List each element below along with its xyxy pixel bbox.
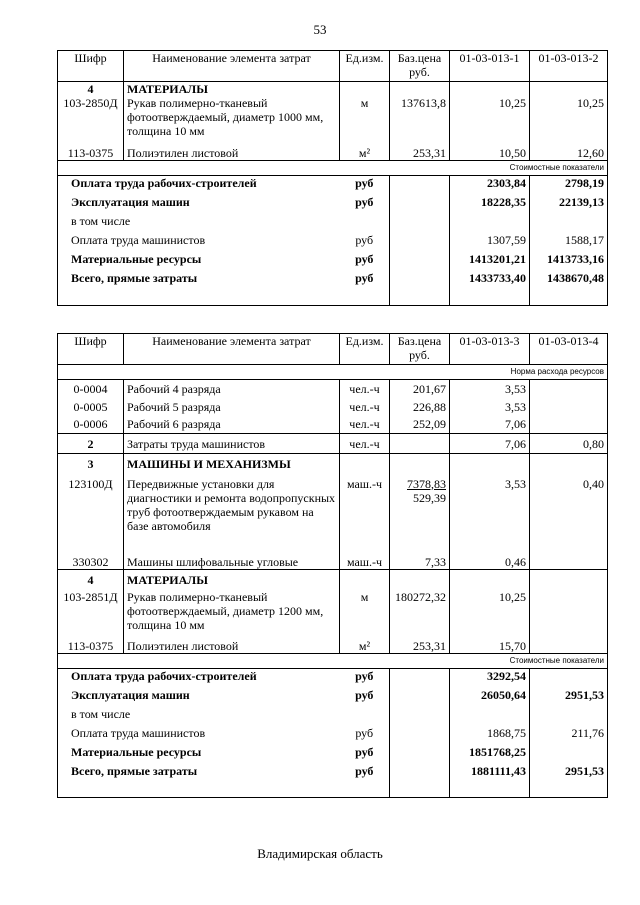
header-name: Наименование элемента затрат [124,51,340,82]
summary-row: Оплата труда машинистов руб 1307,59 1588,17 [58,233,608,252]
summary-row: Материальные ресурсы руб 1851768,25 [58,745,608,764]
table-header [58,334,608,365]
table-row: 113-0375 Полиэтилен листовой м² 253,31 10,50 12,60 [58,140,608,160]
summary-row: Оплата труда рабочих-строителей руб 2303,84 2798,19 [58,175,608,195]
section-row: 4 МАТЕРИАЛЫ [58,570,608,590]
section-row: 4 МАТЕРИАЛЫ [58,82,608,97]
header-unit: Ед.изм. [340,51,390,82]
header-col6: 01-03-013-4 [530,334,608,365]
indicators-row: Стоимостные показатели [58,160,608,175]
summary-row: Всего, прямые затраты руб 1433733,40 1438670,48 [58,271,608,290]
machinists-row: 2 Затраты труда машинистов чел.-ч 7,06 0,80 [58,434,608,454]
summary-row: Эксплуатация машин руб 18228,35 22139,13 [58,195,608,214]
cost-table-1 [57,50,608,306]
table-row: 123100Д Передвижные установки для диагностики и ремонта водопропускных труб фотоотверждаемым рукавом на базе автомобиля маш.-ч 7378,83 529,39 3,53 0,40 [58,474,608,552]
norm-row: Норма расхода ресурсов [58,365,608,380]
header-name: Наименование элемента затрат [124,334,340,365]
price-value-2: 529,39 [413,490,446,505]
section-row: 3 МАШИНЫ И МЕХАНИЗМЫ [58,454,608,474]
header-price: Баз.цена руб. [390,51,450,82]
header-price: Баз.цена руб. [390,334,450,365]
summary-row: Материальные ресурсы руб 1413201,21 1413733,16 [58,252,608,271]
summary-row: в том числе [58,707,608,726]
indicators-row: Стоимостные показатели [58,654,608,669]
page-number: 53 [313,22,327,37]
table-row: 0-0006 Рабочий 6 разряда чел.-ч 252,09 7,06 [58,416,608,434]
table-header [58,51,608,82]
cost-table-2 [57,333,608,798]
summary-row: Оплата труда рабочих-строителей руб 3292,54 [58,669,608,689]
summary-row: в том числе [58,214,608,233]
table-row: 103-2851Д Рукав полимерно-тканевый фотоотверждаемый, диаметр 1200 мм, толщина 10 мм м 180272,32 10,25 [58,590,608,634]
summary-row: Всего, прямые затраты руб 1881111,43 2951,53 [58,764,608,783]
header-unit: Ед.изм. [340,334,390,365]
header-col5: 01-03-013-3 [450,334,530,365]
header-code: Шифр [58,51,124,82]
table-row: 113-0375 Полиэтилен листовой м² 253,31 15,70 [58,634,608,654]
header-col5: 01-03-013-1 [450,51,530,82]
table-row: 0-0005 Рабочий 5 разряда чел.-ч 226,88 3,53 [58,398,608,416]
table-row: 330302 Машины шлифовальные угловые маш.-ч 7,33 0,46 [58,552,608,570]
summary-row: Эксплуатация машин руб 26050,64 2951,53 [58,688,608,707]
table-row: 0-0004 Рабочий 4 разряда чел.-ч 201,67 3,53 [58,380,608,398]
table-row: 103-2850Д Рукав полимерно-тканевый фотоотверждаемый, диаметр 1000 мм, толщина 10 мм м 137613,8 10,25 10,25 [58,96,608,140]
header-code: Шифр [58,334,124,365]
region-footer: Владимирская область [257,846,383,861]
price-value: 7378,83 [407,476,446,491]
header-col6: 01-03-013-2 [530,51,608,82]
summary-row: Оплата труда машинистов руб 1868,75 211,76 [58,726,608,745]
